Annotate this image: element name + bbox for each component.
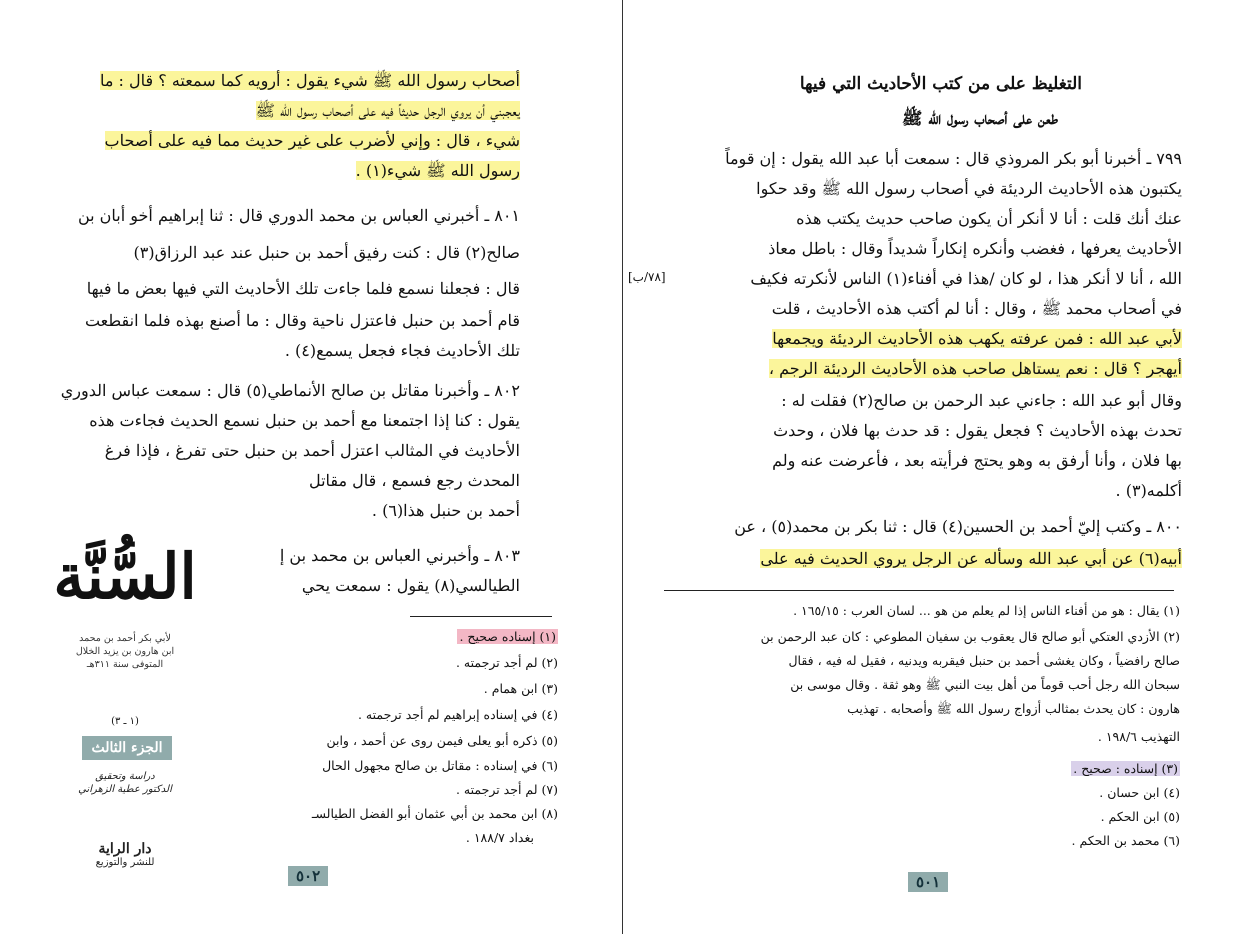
highlighted-text: لأبي عبد الله : فمن عرفته يكهب هذه الأحاديث الرديئة ويجمعها <box>772 329 1182 348</box>
text-line: قال : فجعلنا نسمع فلما جاءت تلك الأحاديث التي فيها بعض ما فيها <box>86 279 520 298</box>
footnote: (٢) الأزدي العتكي أبو صالح قال يعقوب بن سفيان المطوعي : كان عبد الرحمن بن <box>760 629 1180 644</box>
text-line: تحدث بهذه الأحاديث ؟ فجعل يقول : قد حدث بها فلان ، وحدث <box>773 421 1182 440</box>
highlighted-text: يعجبني أن يروي الرجل حديثاً فيه على أصحاب رسول الله ﷺ <box>255 101 520 120</box>
text-line: بها فلان ، وأنا أرفق به وهو يحتج فرأيته بعد ، فأعرضت عنه ولم <box>772 451 1182 470</box>
hadith-801: ٨٠١ ـ أخبرني العباس بن محمد الدوري قال : ثنا إبراهيم أخو أبان بن <box>77 206 520 225</box>
footnote: (٦) في إسناده : مقاتل بن صالح مجهول الحال <box>322 758 558 773</box>
hadith-803: ٨٠٣ ـ وأخبرني العباس بن محمد بن إ <box>279 546 520 565</box>
hadith-802: ٨٠٢ ـ وأخبرنا مقاتل بن صالح الأنماطي(٥) قال : سمعت عباس الدوري <box>60 381 520 400</box>
footnote: بغداد ١٨٨/٧ . <box>465 830 534 845</box>
text-line: قام أحمد بن حنبل فاعتزل ناحية وقال : ما أصنع بهذه فلما انقطعت <box>84 311 520 330</box>
footnote: (١) يقال : هو من أفناء الناس إذا لم يعلم من هو ... لسان العرب : ١٦٥/١٥ . <box>793 603 1180 618</box>
text-line: صالح(٢) قال : كنت رفيق أحمد بن حنبل عند عبد الرزاق(٣) <box>133 243 520 262</box>
editor-line: دراسة وتحقيق <box>95 771 155 782</box>
cover-publisher <box>30 842 220 870</box>
text-line: وقال أبو عبد الله : جاءني عبد الرحمن بن صالح(٢) فقلت له : <box>781 391 1182 410</box>
cover-editor <box>30 770 220 796</box>
text-line <box>769 358 1182 380</box>
cover-part-badge: الجزء الثالث <box>82 736 172 760</box>
cover-volume-range: (١ ـ ٣) <box>111 716 139 727</box>
footnote: هارون : كان يحدث بمثالب أزواج رسول الله ﷺ وأصحابه . تهذيب <box>847 701 1180 716</box>
footnote: صالح رافضياً ، وكان يغشى أحمد بن حنبل فيقربه ويدنيه ، فقيل له فيه ، فقال <box>788 653 1180 668</box>
page-divider <box>622 0 623 934</box>
highlighted-text: أبيه(٦) عن أبي عبد الله وسأله عن الرجل يروي الحديث فيه على <box>760 549 1182 568</box>
footnote: (٥) ذكره أبو يعلى فيمن روى عن أحمد ، وابن <box>326 733 558 748</box>
text-line: المحدث رجع فسمع ، قال مقاتل <box>308 471 520 490</box>
text-line <box>100 70 520 92</box>
highlighted-text: شيء ، قال : وإني لأضرب على غير حديث مما فيه على أصحاب <box>104 131 520 150</box>
author-line: ابن هارون بن يزيد الخلال <box>75 646 175 657</box>
publisher-logo-text: دار الراية <box>98 841 152 857</box>
text-line: تلك الأحاديث فجاء فجعل يسمع(٤) . <box>284 341 520 360</box>
highlighted-text: رسول الله ﷺ شيء(١) . <box>355 161 520 180</box>
footnote: (٢) لم أجد ترجمته . <box>455 655 558 670</box>
editor-line: الدكتور عطية الزهراني <box>78 784 172 795</box>
text-line: الأحاديث يعرفها ، فغضب وأنكره إنكاراً شديداً وقال : باطل معاذ <box>768 239 1182 258</box>
footnote: التهذيب ١٩٨/٦ . <box>1097 729 1180 744</box>
footnote: (٤) في إسناده إبراهيم لم أجد ترجمته . <box>357 707 558 722</box>
text-line <box>772 328 1182 350</box>
hadith-799: ٧٩٩ ـ أخبرنا أبو بكر المروذي قال : سمعت أبا عبد الله يقول : إن قوماً <box>725 149 1182 168</box>
text-line <box>356 160 520 182</box>
highlighted-footnote: (١) إسناده صحيح . <box>459 629 556 644</box>
footnote: (٣) ابن همام . <box>483 681 558 696</box>
author-death-year: المتوفى سنة ٣١١هـ <box>86 659 164 670</box>
cover-title: السُّنَّة <box>53 540 197 613</box>
text-line <box>256 100 520 122</box>
highlighted-text: أيهجر ؟ قال : نعم يستاهل صاحب هذه الأحاديث الرديئة الرجم ، <box>768 359 1182 378</box>
footnote: (٨) ابن محمد بن أبي عثمان أبو الفضل الطيالسـ <box>311 806 558 821</box>
page-number: ٥٠١ <box>908 872 948 892</box>
text-line: أحمد بن حنبل هذا(٦) . <box>371 501 520 520</box>
text-line: يقول : كنا إذا اجتمعنا مع أحمد بن حنبل نسمع الحديث فجاءت هذه <box>89 411 520 430</box>
footnote: (٥) ابن الحكم . <box>1100 809 1180 824</box>
text-line: الله ، أنا لا أنكر هذا ، لو كان /هذا في أفناء(١) الناس لأنكرته فكيف <box>750 269 1182 288</box>
page-number: ٥٠٢ <box>288 866 328 886</box>
publisher-line: للنشر والتوزيع <box>95 857 155 868</box>
text-line: الطيالسي(٨) يقول : سمعت يحي <box>301 576 520 595</box>
text-line: أكلمه(٣) . <box>1115 481 1182 500</box>
footnote <box>457 628 558 646</box>
author-line: لأبي بكر أحمد بن محمد <box>79 633 171 644</box>
section-heading: التغليظ على من كتب الأحاديث التي فيها <box>799 74 1082 94</box>
text-line: الأحاديث في المثالب اعتزل أحمد بن حنبل حتى تفرغ ، فإذا فرغ <box>104 441 520 460</box>
manuscript-folio-note: [٧٨/ب] <box>628 270 666 284</box>
text-line: عنك أنك قلت : أنا لا أنكر أن يكون صاحب حديث يكتب هذه <box>796 209 1182 228</box>
footnote: (٦) محمد بن الحكم . <box>1071 833 1180 848</box>
footnote-rule <box>664 590 1174 591</box>
text-line <box>105 130 520 152</box>
text-line: يكتبون هذه الأحاديث الرديئة في أصحاب رسول الله ﷺ وقد حكوا <box>756 179 1182 198</box>
cover-author <box>30 632 220 671</box>
page-502 <box>0 0 620 934</box>
hadith-800: ٨٠٠ ـ وكتب إليّ أحمد بن الحسين(٤) قال : ثنا بكر بن محمد(٥) ، عن <box>734 517 1182 536</box>
text-line <box>760 548 1182 570</box>
footnote: (٤) ابن حسان . <box>1099 785 1180 800</box>
footnote: سبحان الله رجل أحب قوماً من أهل بيت النبي ﷺ وهو ثقة . وقال موسى بن <box>790 677 1180 692</box>
section-heading: طعن على أصحاب رسول الله ﷺ <box>901 109 1058 129</box>
text-line: في أصحاب محمد ﷺ ، وقال : أنا لم أكتب هذه الأحاديث ، قلت <box>771 299 1182 318</box>
page-501 <box>624 0 1242 934</box>
footnote: (٧) لم أجد ترجمته . <box>455 782 558 797</box>
highlighted-footnote: (٣) إسناده : صحيح . <box>1073 761 1178 776</box>
cover-title-calligraphy <box>30 520 220 620</box>
footnote-rule <box>410 616 552 617</box>
footnote <box>1071 760 1180 778</box>
highlighted-text: أصحاب رسول الله ﷺ شيء يقول : أرويه كما سمعته ؟ قال : ما <box>100 71 520 90</box>
book-cover <box>30 520 220 900</box>
